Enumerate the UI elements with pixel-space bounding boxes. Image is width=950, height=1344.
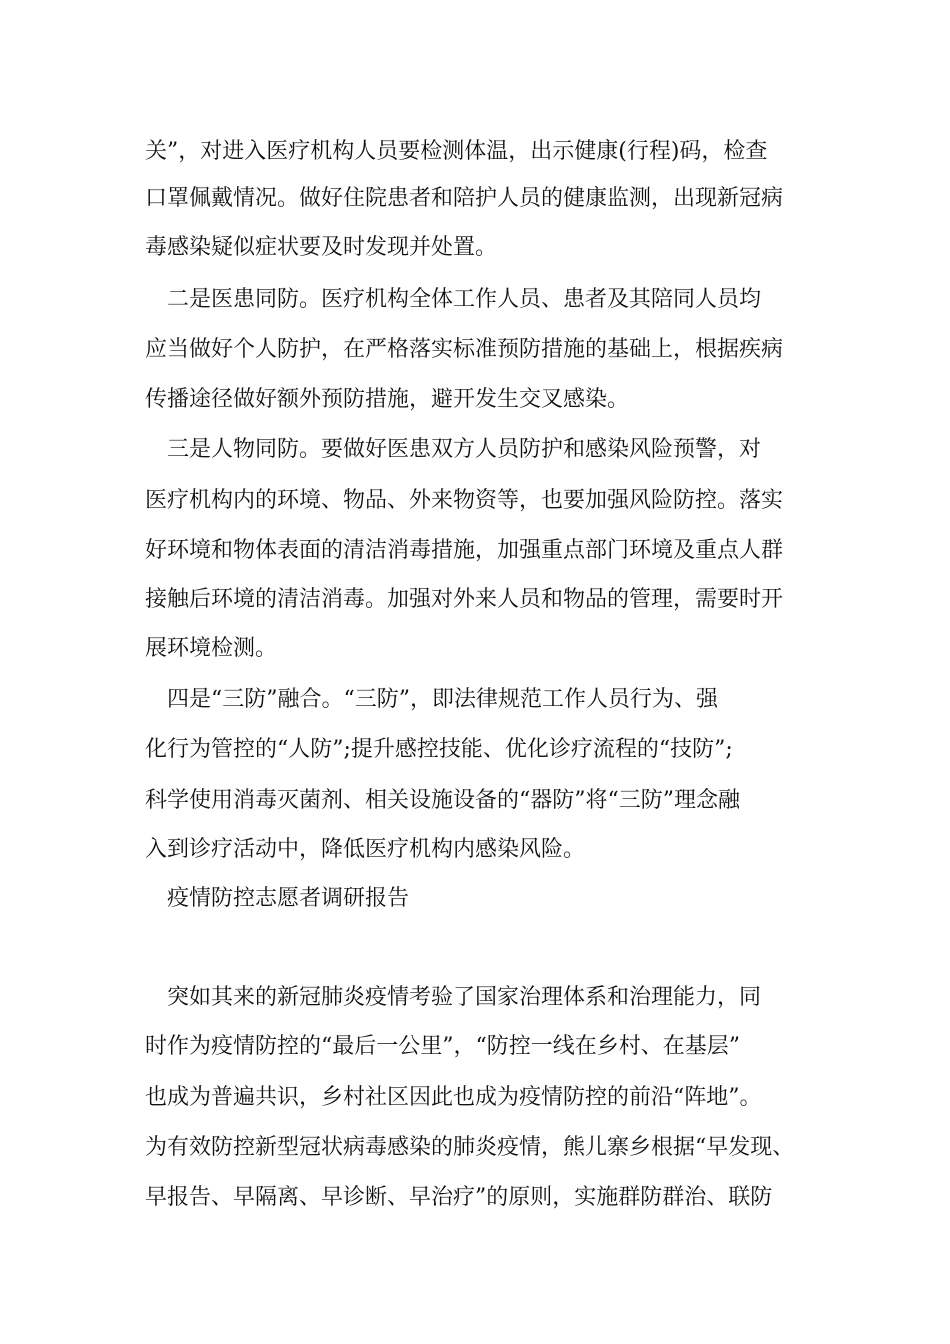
text-line: 早报告、早隔离、早诊断、早治疗”的原则，实施群防群治、联防 [145, 1185, 773, 1210]
text-line: 好环境和物体表面的清洁消毒措施，加强重点部门环境及重点人群 [145, 538, 784, 563]
text-line: 应当做好个人防护，在严格落实标准预防措施的基础上，根据疾病 [145, 337, 784, 362]
text-line: 入到诊疗活动中，降低医疗机构内感染风险。 [145, 837, 586, 862]
text-line: 传播途径做好额外预防措施，避开发生交叉感染。 [145, 387, 630, 412]
text-line: 关”，对进入医疗机构人员要检测体温，出示健康(行程)码，检查 [145, 139, 768, 164]
text-line: 科学使用消毒灭菌剂、相关设施设备的“器防”将“三防”理念融 [145, 788, 740, 813]
text-line: 二是医患同防。医疗机构全体工作人员、患者及其陪同人员均 [145, 287, 762, 312]
section-title: 疫情防控志愿者调研报告 [145, 886, 410, 911]
text-line: 四是“三防”融合。“三防”，即法律规范工作人员行为、强 [145, 687, 718, 712]
text-line: 医疗机构内的环境、物品、外来物资等，也要加强风险防控。落实 [145, 488, 784, 513]
text-line: 也成为普遍共识，乡村社区因此也成为疫情防控的前沿“阵地”。 [145, 1085, 762, 1110]
text-line: 为有效防控新型冠状病毒感染的肺炎疫情，熊儿寨乡根据“早发现、 [145, 1135, 795, 1160]
text-line: 三是人物同防。要做好医患双方人员防护和感染风险预警，对 [145, 437, 762, 462]
text-line: 口罩佩戴情况。做好住院患者和陪护人员的健康监测，出现新冠病 [145, 186, 784, 211]
text-line: 突如其来的新冠肺炎疫情考验了国家治理体系和治理能力，同 [145, 985, 762, 1010]
text-line: 接触后环境的清洁消毒。加强对外来人员和物品的管理，需要时开 [145, 587, 784, 612]
text-line: 时作为疫情防控的“最后一公里”，“防控一线在乡村、在基层” [145, 1034, 740, 1059]
text-line: 毒感染疑似症状要及时发现并处置。 [145, 235, 498, 260]
text-line: 展环境检测。 [145, 636, 278, 661]
text-line: 化行为管控的“人防”;提升感控技能、优化诊疗流程的“技防”; [145, 737, 733, 762]
